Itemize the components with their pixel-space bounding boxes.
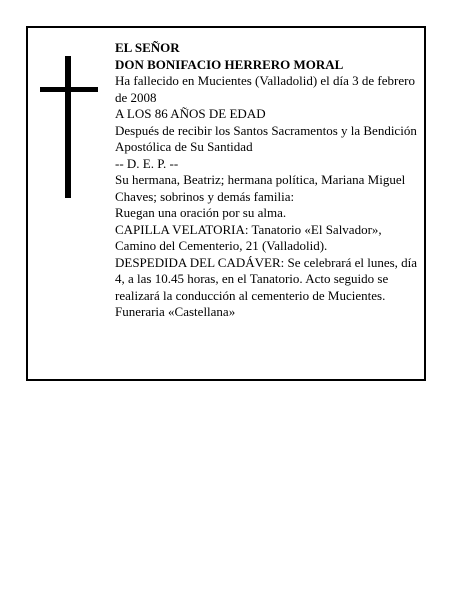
deceased-name: DON BONIFACIO HERRERO MORAL	[115, 56, 344, 72]
funeral-home: Funeraria «Castellana»	[115, 304, 236, 319]
sacraments-line: Después de recibir los Santos Sacramentos y la Bendición Apostólica de Su Santidad	[115, 122, 417, 154]
title-line-1: EL SEÑOR	[115, 40, 180, 55]
rip-line: -- D. E. P. --	[115, 155, 179, 171]
chapel-info: CAPILLA VELATORIA: Tanatorio «El Salvador», Camino del Cementerio, 21 (Valladolid).	[115, 221, 382, 253]
cross-vertical-bar	[65, 56, 71, 198]
cross-horizontal-bar	[40, 87, 98, 92]
obituary-text	[115, 40, 425, 321]
farewell-info: DESPEDIDA DEL CADÁVER: Se celebrará el lunes, día 4, a las 10.45 horas, en el Tanatorio. Acto seguido se realizará la conducción al cementerio de Mucientes.	[115, 254, 418, 303]
age-line: A LOS 86 AÑOS DE EDAD	[115, 106, 266, 121]
cross-icon	[40, 56, 98, 198]
prayer-request: Ruegan una oración por su alma.	[115, 205, 287, 220]
death-info: Ha fallecido en Mucientes (Valladolid) el día 3 de febrero de 2008	[115, 73, 415, 105]
family-line: Su hermana, Beatriz; hermana política, Mariana Miguel Chaves; sobrinos y demás familia:	[115, 172, 406, 204]
obituary-notice	[26, 26, 426, 381]
